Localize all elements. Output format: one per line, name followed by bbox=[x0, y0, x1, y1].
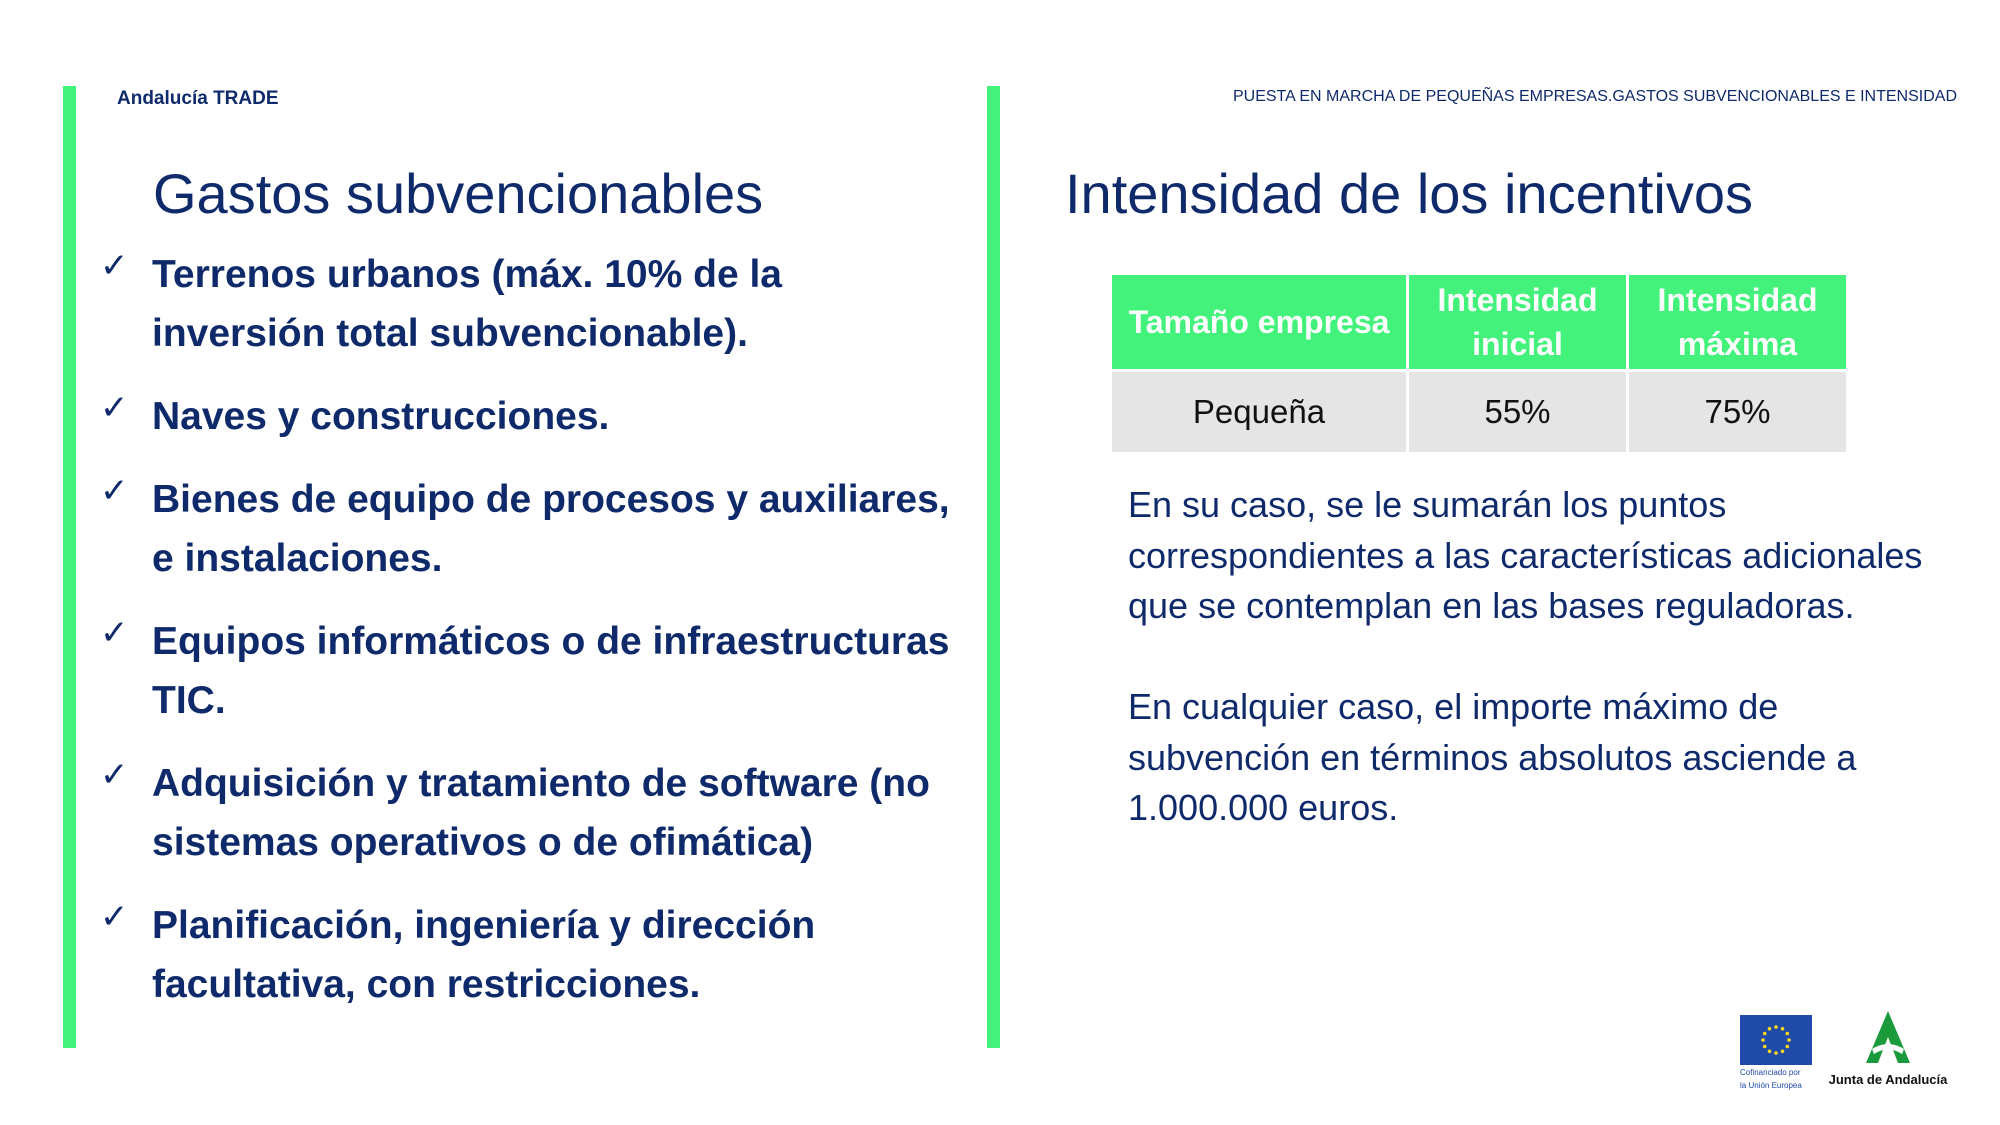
check-icon: ✓ bbox=[100, 471, 129, 511]
list-item-text: Planificación, ingeniería y dirección facultativa, con restricciones. bbox=[152, 904, 816, 1006]
slide-header-title: PUESTA EN MARCHA DE PEQUEÑAS EMPRESAS.GASTOS SUBVENCIONABLES E INTENSIDAD bbox=[1232, 88, 1957, 105]
table-header-row bbox=[1112, 275, 1846, 371]
list-item-text: Bienes de equipo de procesos y auxiliares, e instalaciones. bbox=[152, 478, 950, 580]
section-title-intensidad: Intensidad de los incentivos bbox=[1065, 162, 1753, 225]
incentives-table bbox=[1112, 275, 1846, 452]
table-row bbox=[1112, 371, 1846, 453]
check-icon: ✓ bbox=[100, 897, 129, 937]
list-item-text: Terrenos urbanos (máx. 10% de la inversión total subvencionable). bbox=[152, 253, 782, 355]
junta-a-icon bbox=[1858, 1009, 1918, 1065]
list-item-text: Equipos informáticos o de infraestructuras TIC. bbox=[152, 620, 950, 722]
list-item-text: Adquisición y tratamiento de software (no sistemas operativos o de ofimática) bbox=[152, 762, 930, 864]
maximum-amount-paragraph: En cualquier caso, el importe máximo de subvención en términos absolutos asciende a 1.000.000 euros. bbox=[1128, 686, 1857, 828]
brand-label: Andalucía TRADE bbox=[117, 88, 279, 109]
list-item bbox=[100, 612, 960, 730]
eu-logo bbox=[1740, 1015, 1812, 1091]
eu-caption-line2: la Unión Europea bbox=[1740, 1081, 1802, 1090]
table-header-cell: Intensidad máxima bbox=[1628, 275, 1847, 371]
eu-flag-icon bbox=[1740, 1015, 1812, 1065]
table-cell: Pequeña bbox=[1112, 371, 1408, 453]
list-item bbox=[100, 896, 960, 1014]
table-cell: 55% bbox=[1408, 371, 1628, 453]
table-header-cell: Intensidad inicial bbox=[1408, 275, 1628, 371]
list-item bbox=[100, 470, 960, 588]
table-header-cell: Tamaño empresa bbox=[1112, 275, 1408, 371]
check-icon: ✓ bbox=[100, 388, 129, 428]
check-icon: ✓ bbox=[100, 755, 129, 795]
junta-logo bbox=[1828, 1009, 1948, 1087]
eligible-expenses-list bbox=[100, 245, 960, 1038]
check-icon: ✓ bbox=[100, 246, 129, 286]
additional-points-paragraph: En su caso, se le sumarán los puntos correspondientes a las características adicionales que se contemplan en las bases reguladoras. bbox=[1128, 484, 1923, 626]
list-item-text: Naves y construcciones. bbox=[152, 395, 610, 438]
right-accent-bar bbox=[987, 86, 1000, 1048]
section-title-gastos: Gastos subvencionables bbox=[153, 162, 764, 225]
junta-caption: Junta de Andalucía bbox=[1828, 1072, 1948, 1087]
eu-caption-line1: Cofinanciado por bbox=[1740, 1068, 1801, 1077]
left-accent-bar bbox=[63, 86, 76, 1048]
list-item bbox=[100, 754, 960, 872]
check-icon: ✓ bbox=[100, 613, 129, 653]
list-item bbox=[100, 387, 960, 446]
table-cell: 75% bbox=[1628, 371, 1847, 453]
eu-stars-icon bbox=[1740, 1015, 1812, 1065]
list-item bbox=[100, 245, 960, 363]
